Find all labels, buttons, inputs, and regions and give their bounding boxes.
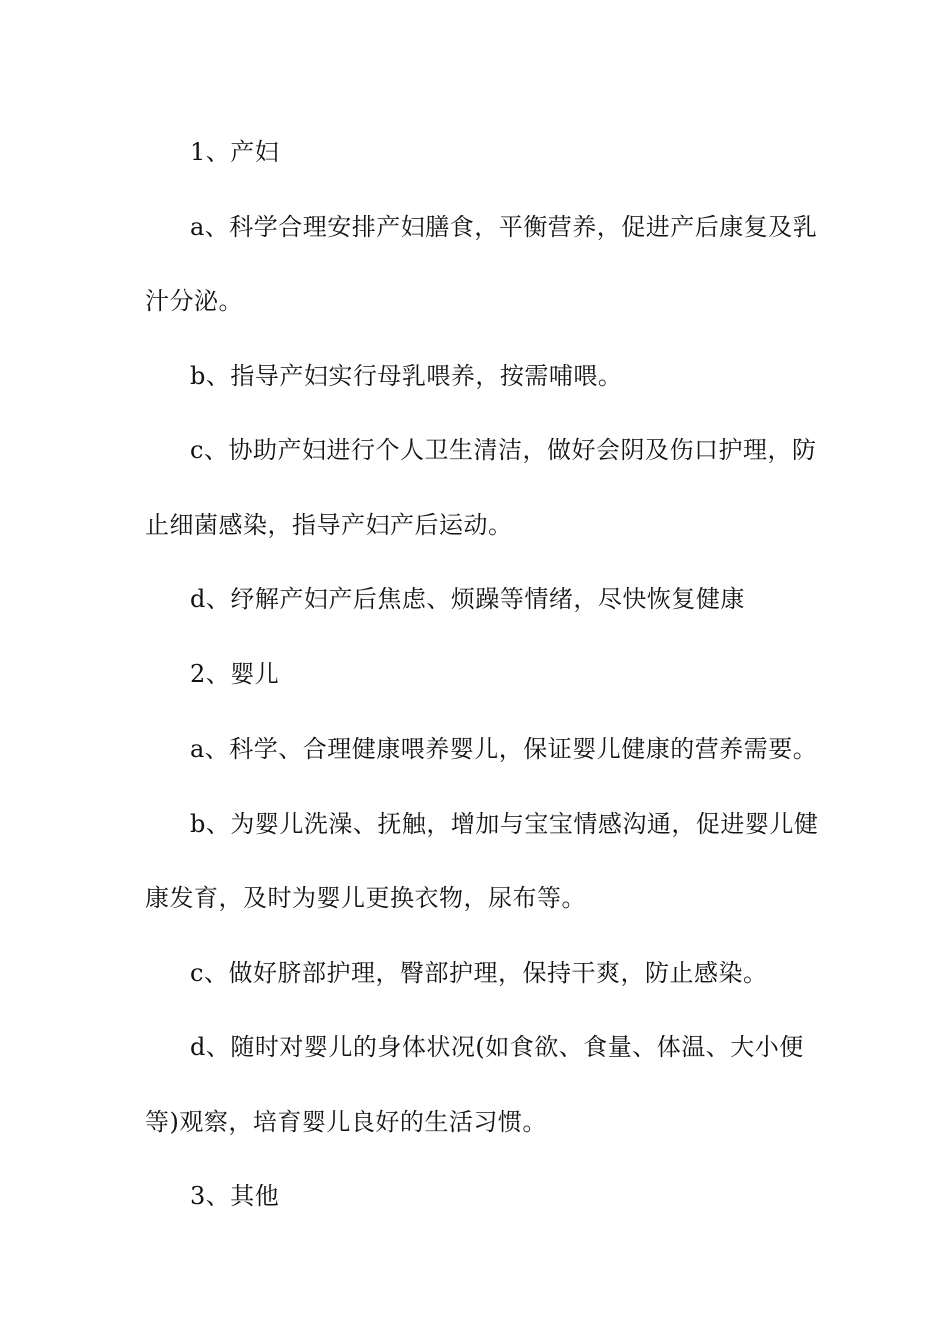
paragraph-line: 康发育，及时为婴儿更换衣物，尿布等。 (145, 884, 586, 912)
paragraph-line: c、做好脐部护理，臀部护理，保持干爽，防止感染。 (190, 959, 768, 987)
paragraph-line: b、为婴儿洗澡、抚触，增加与宝宝情感沟通，促进婴儿健 (190, 810, 819, 838)
section-heading-mother: 1、产妇 (190, 138, 280, 166)
paragraph-line: a、科学合理安排产妇膳食，平衡营养，促进产后康复及乳 (190, 213, 818, 241)
paragraph-line: b、指导产妇实行母乳喂养，按需哺喂。 (190, 362, 623, 390)
section-heading-other: 3、其他 (190, 1182, 280, 1210)
section-heading-infant: 2、婴儿 (190, 660, 280, 688)
paragraph-line: a、科学、合理健康喂养婴儿，保证婴儿健康的营养需要。 (190, 735, 818, 763)
paragraph-line: 止细菌感染，指导产妇产后运动。 (145, 511, 513, 539)
paragraph-line: d、纾解产妇产后焦虑、烦躁等情绪，尽快恢复健康 (190, 585, 745, 613)
paragraph-line: d、随时对婴儿的身体状况(如食欲、食量、体温、大小便 (190, 1033, 804, 1061)
paragraph-line: 汁分泌。 (145, 287, 243, 315)
paragraph-line: c、协助产妇进行个人卫生清洁，做好会阴及伤口护理，防 (190, 436, 817, 464)
paragraph-line: 等)观察，培育婴儿良好的生活习惯。 (145, 1108, 547, 1136)
